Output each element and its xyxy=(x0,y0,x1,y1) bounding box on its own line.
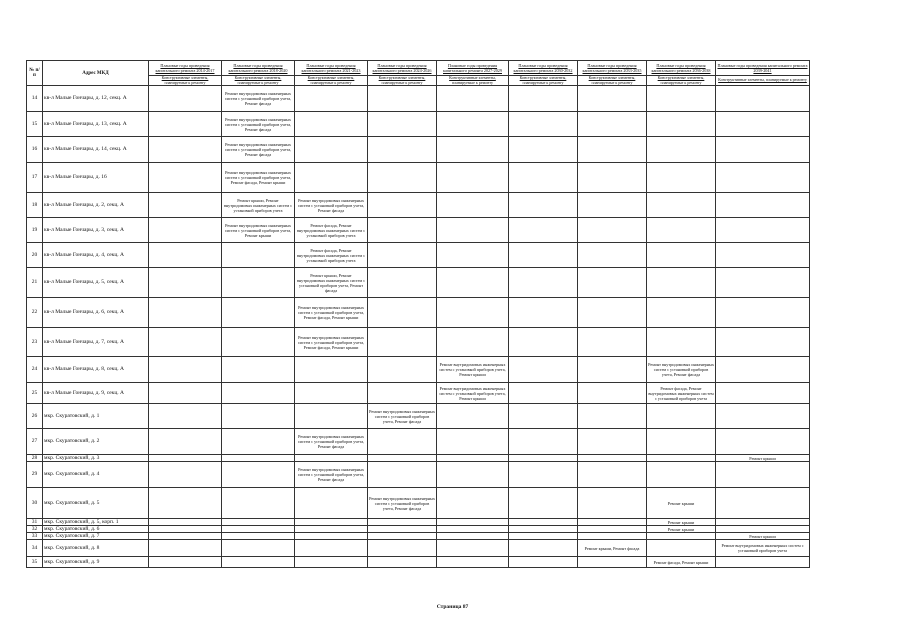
table-row xyxy=(27,526,810,533)
repair-work-cell xyxy=(368,357,437,383)
repair-work-cell xyxy=(716,218,810,243)
repair-work-cell xyxy=(295,86,368,112)
row-address: мкр. Скуратовский, д. 1 xyxy=(43,404,149,429)
repair-work-cell: Ремонт внутридомовых инженерных систем с установкой приборов учета, Ремонт фасада xyxy=(295,429,368,455)
repair-work-cell xyxy=(578,526,647,533)
column-header-period: Плановые годы проведения капитального ремонта 2033-2035 xyxy=(578,61,647,76)
repair-work-cell xyxy=(647,163,716,193)
table-row xyxy=(27,137,810,163)
repair-work-cell: Ремонт внутридомовых инженерных систем с установкой приборов учета, Ремонт фасада xyxy=(647,357,716,383)
repair-work-cell: Ремонт крыши, Ремонт фасада xyxy=(578,540,647,557)
repair-work-cell xyxy=(295,137,368,163)
table-row xyxy=(27,357,810,383)
repair-work-cell xyxy=(149,429,222,455)
repair-work-cell xyxy=(647,328,716,357)
repair-work-cell xyxy=(647,540,716,557)
row-number: 26 xyxy=(27,404,43,429)
repair-work-cell xyxy=(578,112,647,137)
row-number: 20 xyxy=(27,243,43,268)
row-address: мкр. Скуратовский, д. 8 xyxy=(43,540,149,557)
table-row xyxy=(27,218,810,243)
row-number: 16 xyxy=(27,137,43,163)
repair-work-cell xyxy=(295,526,368,533)
row-address: кв-л Малые Гончары, д. 3, секц. А xyxy=(43,218,149,243)
repair-work-cell xyxy=(437,519,509,526)
repair-work-cell xyxy=(437,488,509,519)
column-header-period: Плановые годы проведения капитального ремонта 2027-2029 xyxy=(437,61,509,76)
repair-work-cell xyxy=(222,429,295,455)
repair-work-cell xyxy=(578,429,647,455)
repair-work-cell: Ремонт внутридомовых инженерных систем с установкой приборов учета, Ремонт фасада, Ремонт крыши xyxy=(295,298,368,328)
repair-work-cell xyxy=(437,429,509,455)
table-header xyxy=(27,61,810,86)
repair-work-cell xyxy=(222,455,295,462)
repair-work-cell xyxy=(295,112,368,137)
repair-work-cell xyxy=(509,218,578,243)
repair-work-cell xyxy=(222,268,295,298)
repair-work-cell xyxy=(716,526,810,533)
repair-work-cell xyxy=(149,540,222,557)
column-header-period: Плановые годы проведения капитального ремонта 2014-2017 xyxy=(149,61,222,76)
repair-work-cell xyxy=(368,519,437,526)
repair-work-cell xyxy=(149,193,222,218)
row-address: мкр. Скуратовский, д. 9 xyxy=(43,557,149,568)
column-subheader: Конструктивные элементы, планируемые к ремонту xyxy=(578,76,647,86)
repair-work-cell xyxy=(578,243,647,268)
repair-work-cell xyxy=(578,193,647,218)
capital-repair-table xyxy=(26,60,810,568)
repair-work-cell xyxy=(437,86,509,112)
row-number: 23 xyxy=(27,328,43,357)
row-number: 32 xyxy=(27,526,43,533)
repair-work-cell xyxy=(578,455,647,462)
repair-work-cell xyxy=(437,404,509,429)
repair-work-cell xyxy=(716,357,810,383)
repair-work-cell xyxy=(368,137,437,163)
repair-work-cell xyxy=(716,243,810,268)
repair-work-cell xyxy=(368,557,437,568)
repair-work-cell xyxy=(647,268,716,298)
row-address: кв-л Малые Гончары, д. 5, секц. А xyxy=(43,268,149,298)
repair-work-cell: Ремонт фасада, Ремонт внутридомовых инженерных систем с установкой приборов учета xyxy=(295,218,368,243)
repair-work-cell xyxy=(368,112,437,137)
repair-work-cell xyxy=(716,404,810,429)
repair-work-cell xyxy=(295,455,368,462)
table-body xyxy=(27,86,810,568)
repair-work-cell xyxy=(222,298,295,328)
repair-work-cell xyxy=(716,193,810,218)
repair-work-cell xyxy=(295,404,368,429)
row-address: кв-л Малые Гончары, д. 6, секц. А xyxy=(43,298,149,328)
table-row xyxy=(27,540,810,557)
table-row xyxy=(27,488,810,519)
row-number: 28 xyxy=(27,455,43,462)
repair-work-cell xyxy=(149,163,222,193)
row-address: кв-л Малые Гончары, д. 4, секц. А xyxy=(43,243,149,268)
row-number: 15 xyxy=(27,112,43,137)
row-address: мкр. Скуратовский, д. 6 xyxy=(43,526,149,533)
repair-work-cell xyxy=(437,268,509,298)
column-subheader: Конструктивные элементы, планируемые к ремонту xyxy=(295,76,368,86)
repair-work-cell: Ремонт внутридомовых инженерных систем с установкой приборов учета, Ремонт фасада xyxy=(222,137,295,163)
repair-work-cell xyxy=(149,533,222,540)
repair-work-cell xyxy=(368,533,437,540)
repair-work-cell: Ремонт внутридомовых инженерных систем с установкой приборов учета, Ремонт крыши xyxy=(437,357,509,383)
repair-work-cell xyxy=(647,112,716,137)
repair-work-cell xyxy=(578,557,647,568)
repair-work-cell xyxy=(368,383,437,404)
repair-work-cell: Ремонт внутридомовых инженерных систем с установкой приборов учета, Ремонт фасада xyxy=(222,112,295,137)
repair-work-cell xyxy=(509,533,578,540)
repair-work-cell xyxy=(368,193,437,218)
repair-work-cell xyxy=(368,526,437,533)
repair-work-cell xyxy=(716,462,810,488)
repair-work-cell xyxy=(437,112,509,137)
table-row xyxy=(27,455,810,462)
repair-work-cell xyxy=(368,328,437,357)
repair-work-cell xyxy=(578,218,647,243)
repair-work-cell xyxy=(647,86,716,112)
column-header-period: Плановые годы проведения капитального ремонта 2036-2038 xyxy=(647,61,716,76)
repair-work-cell xyxy=(222,383,295,404)
repair-work-cell xyxy=(222,462,295,488)
row-number: 31 xyxy=(27,519,43,526)
column-subheader: Конструктивные элементы, планируемые к ремонту xyxy=(368,76,437,86)
page-number: Страница 87 xyxy=(436,604,469,610)
row-number: 24 xyxy=(27,357,43,383)
repair-work-cell xyxy=(509,455,578,462)
repair-work-cell xyxy=(647,137,716,163)
repair-work-cell xyxy=(509,163,578,193)
repair-work-cell xyxy=(578,533,647,540)
repair-work-cell xyxy=(509,268,578,298)
row-number: 22 xyxy=(27,298,43,328)
column-header-period: Плановые годы проведения капитального ремонта 2024-2026 xyxy=(368,61,437,76)
repair-work-cell xyxy=(368,429,437,455)
repair-work-cell: Ремонт внутридомовых инженерных систем с установкой приборов учета, Ремонт фасада xyxy=(368,404,437,429)
repair-work-cell xyxy=(295,557,368,568)
repair-work-cell xyxy=(437,462,509,488)
row-number: 29 xyxy=(27,462,43,488)
repair-work-cell xyxy=(222,328,295,357)
repair-work-cell xyxy=(149,357,222,383)
repair-work-cell xyxy=(509,112,578,137)
repair-work-cell xyxy=(437,455,509,462)
row-number: 18 xyxy=(27,193,43,218)
repair-work-cell xyxy=(716,383,810,404)
repair-work-cell xyxy=(716,519,810,526)
repair-work-cell xyxy=(509,298,578,328)
repair-work-cell xyxy=(222,519,295,526)
repair-work-cell xyxy=(149,404,222,429)
repair-work-cell xyxy=(437,328,509,357)
table-row xyxy=(27,112,810,137)
repair-work-cell xyxy=(149,557,222,568)
repair-work-cell xyxy=(647,298,716,328)
document-page xyxy=(26,60,809,568)
repair-work-cell xyxy=(149,488,222,519)
column-subheader: Конструктивные элементы, планируемые к ремонту xyxy=(716,76,810,86)
repair-work-cell xyxy=(716,137,810,163)
table-row xyxy=(27,533,810,540)
repair-work-cell xyxy=(716,429,810,455)
repair-work-cell xyxy=(295,357,368,383)
repair-work-cell xyxy=(368,243,437,268)
table-row xyxy=(27,268,810,298)
repair-work-cell xyxy=(578,86,647,112)
row-number: 27 xyxy=(27,429,43,455)
table-row xyxy=(27,519,810,526)
repair-work-cell xyxy=(368,462,437,488)
repair-work-cell xyxy=(509,328,578,357)
row-address: кв-л Малые Гончары, д. 13, секц. А xyxy=(43,112,149,137)
repair-work-cell xyxy=(368,218,437,243)
column-subheader: Конструктивные элементы, планируемые к ремонту xyxy=(222,76,295,86)
repair-work-cell xyxy=(149,462,222,488)
column-header-period: Плановые годы проведения капитального ремонта 2018-2020 xyxy=(222,61,295,76)
repair-work-cell xyxy=(437,163,509,193)
row-number: 30 xyxy=(27,488,43,519)
repair-work-cell xyxy=(509,540,578,557)
repair-work-cell xyxy=(437,218,509,243)
row-address: кв-л Малые Гончары, д. 8, секц. А xyxy=(43,357,149,383)
repair-work-cell xyxy=(647,243,716,268)
repair-work-cell xyxy=(295,540,368,557)
repair-work-cell xyxy=(149,519,222,526)
repair-work-cell xyxy=(149,218,222,243)
repair-work-cell xyxy=(647,462,716,488)
repair-work-cell xyxy=(222,357,295,383)
repair-work-cell: Ремонт фасада, Ремонт крыши xyxy=(647,557,716,568)
repair-work-cell xyxy=(647,193,716,218)
repair-work-cell: Ремонт внутридомовых инженерных систем с установкой приборов учета, Ремонт крыши xyxy=(222,218,295,243)
repair-work-cell xyxy=(437,540,509,557)
repair-work-cell xyxy=(509,526,578,533)
repair-work-cell xyxy=(437,533,509,540)
repair-work-cell xyxy=(716,298,810,328)
row-address: мкр. Скуратовский, д. 3 xyxy=(43,455,149,462)
repair-work-cell xyxy=(716,86,810,112)
repair-work-cell xyxy=(509,404,578,429)
repair-work-cell: Ремонт внутридомовых инженерных систем с установкой приборов учета xyxy=(716,540,810,557)
row-address: кв-л Малые Гончары, д. 14, секц. А xyxy=(43,137,149,163)
repair-work-cell xyxy=(578,519,647,526)
table-row xyxy=(27,557,810,568)
repair-work-cell xyxy=(149,112,222,137)
repair-work-cell xyxy=(578,298,647,328)
column-subheader: Конструктивные элементы, планируемые к ремонту xyxy=(647,76,716,86)
repair-work-cell xyxy=(437,526,509,533)
row-address: мкр. Скуратовский, д. 5, корп. 1 xyxy=(43,519,149,526)
repair-work-cell xyxy=(222,540,295,557)
repair-work-cell xyxy=(222,526,295,533)
row-number: 33 xyxy=(27,533,43,540)
repair-work-cell xyxy=(368,298,437,328)
repair-work-cell xyxy=(509,383,578,404)
repair-work-cell xyxy=(647,455,716,462)
row-address: кв-л Малые Гончары, д. 16 xyxy=(43,163,149,193)
repair-work-cell xyxy=(578,163,647,193)
repair-work-cell xyxy=(647,218,716,243)
repair-work-cell xyxy=(716,557,810,568)
column-subheader: Конструктивные элементы, планируемые к ремонту xyxy=(509,76,578,86)
repair-work-cell xyxy=(222,488,295,519)
row-number: 25 xyxy=(27,383,43,404)
repair-work-cell xyxy=(578,357,647,383)
repair-work-cell: Ремонт внутридомовых инженерных систем с установкой приборов учета, Ремонт фасада xyxy=(295,193,368,218)
repair-work-cell xyxy=(578,404,647,429)
repair-work-cell xyxy=(509,193,578,218)
repair-work-cell xyxy=(437,193,509,218)
repair-work-cell xyxy=(149,455,222,462)
repair-work-cell xyxy=(509,462,578,488)
table-row xyxy=(27,404,810,429)
repair-work-cell xyxy=(509,86,578,112)
repair-work-cell: Ремонт внутридомовых инженерных систем с установкой приборов учета, Ремонт фасада xyxy=(222,86,295,112)
repair-work-cell xyxy=(437,137,509,163)
row-number: 14 xyxy=(27,86,43,112)
repair-work-cell xyxy=(149,86,222,112)
table-row xyxy=(27,163,810,193)
row-number: 34 xyxy=(27,540,43,557)
repair-work-cell xyxy=(509,357,578,383)
table-row xyxy=(27,193,810,218)
row-address: мкр. Скуратовский, д. 7 xyxy=(43,533,149,540)
table-row xyxy=(27,86,810,112)
repair-work-cell xyxy=(716,163,810,193)
repair-work-cell xyxy=(716,268,810,298)
column-subheader: Конструктивные элементы, планируемые к ремонту xyxy=(437,76,509,86)
repair-work-cell xyxy=(578,268,647,298)
repair-work-cell xyxy=(149,526,222,533)
repair-work-cell xyxy=(295,519,368,526)
repair-work-cell: Ремонт крыши, Ремонт внутридомовых инженерных систем с установкой приборов учета xyxy=(222,193,295,218)
repair-work-cell: Ремонт крыши xyxy=(647,519,716,526)
repair-work-cell xyxy=(509,557,578,568)
repair-work-cell xyxy=(509,243,578,268)
repair-work-cell: Ремонт внутридомовых инженерных систем с установкой приборов учета, Ремонт крыши xyxy=(437,383,509,404)
repair-work-cell xyxy=(149,268,222,298)
repair-work-cell xyxy=(149,243,222,268)
repair-work-cell xyxy=(149,137,222,163)
repair-work-cell xyxy=(222,557,295,568)
repair-work-cell xyxy=(368,540,437,557)
repair-work-cell: Ремонт крыши xyxy=(647,488,716,519)
column-header-period: Плановые годы проведения капитального ремонта 2039-2041 xyxy=(716,61,810,76)
repair-work-cell xyxy=(368,268,437,298)
repair-work-cell xyxy=(509,429,578,455)
repair-work-cell xyxy=(437,243,509,268)
row-address: кв-л Малые Гончары, д. 2, секц. А xyxy=(43,193,149,218)
repair-work-cell xyxy=(578,488,647,519)
column-header-period: Плановые годы проведения капитального ремонта 2030-2032 xyxy=(509,61,578,76)
repair-work-cell xyxy=(437,298,509,328)
repair-work-cell xyxy=(647,404,716,429)
repair-work-cell: Ремонт крыши xyxy=(716,533,810,540)
repair-work-cell xyxy=(716,328,810,357)
repair-work-cell: Ремонт крыши xyxy=(716,455,810,462)
repair-work-cell: Ремонт крыши, Ремонт внутридомовых инженерных систем с установкой приборов учета, Ремонт фасада xyxy=(295,268,368,298)
repair-work-cell xyxy=(578,137,647,163)
repair-work-cell xyxy=(149,298,222,328)
row-number: 17 xyxy=(27,163,43,193)
repair-work-cell xyxy=(368,86,437,112)
table-row xyxy=(27,462,810,488)
repair-work-cell xyxy=(149,328,222,357)
repair-work-cell xyxy=(509,519,578,526)
repair-work-cell: Ремонт фасада, Ремонт внутридомовых инженерных систем с установкой приборов учета xyxy=(647,383,716,404)
row-number: 35 xyxy=(27,557,43,568)
repair-work-cell xyxy=(295,163,368,193)
repair-work-cell: Ремонт внутридомовых инженерных систем с установкой приборов учета, Ремонт фасада, Ремонт крыши xyxy=(295,328,368,357)
row-address: мкр. Скуратовский, д. 2 xyxy=(43,429,149,455)
repair-work-cell xyxy=(222,243,295,268)
repair-work-cell xyxy=(295,383,368,404)
repair-work-cell xyxy=(368,163,437,193)
row-address: мкр. Скуратовский, д. 4 xyxy=(43,462,149,488)
row-number: 21 xyxy=(27,268,43,298)
repair-work-cell xyxy=(222,404,295,429)
repair-work-cell xyxy=(222,533,295,540)
table-row xyxy=(27,328,810,357)
repair-work-cell xyxy=(647,429,716,455)
repair-work-cell: Ремонт крыши xyxy=(647,526,716,533)
repair-work-cell: Ремонт внутридомовых инженерных систем с установкой приборов учета, Ремонт фасада xyxy=(295,462,368,488)
table-row xyxy=(27,243,810,268)
repair-work-cell xyxy=(509,488,578,519)
repair-work-cell xyxy=(578,462,647,488)
repair-work-cell: Ремонт фасада, Ремонт внутридомовых инженерных систем с установкой приборов учета xyxy=(295,243,368,268)
repair-work-cell: Ремонт внутридомовых инженерных систем с установкой приборов учета, Ремонт фасада, Ремонт крыши xyxy=(222,163,295,193)
repair-work-cell xyxy=(716,112,810,137)
repair-work-cell xyxy=(437,557,509,568)
row-address: кв-л Малые Гончары, д. 9, секц. А xyxy=(43,383,149,404)
repair-work-cell: Ремонт внутридомовых инженерных систем с установкой приборов учета, Ремонт фасада xyxy=(368,488,437,519)
repair-work-cell xyxy=(578,383,647,404)
table-row xyxy=(27,429,810,455)
row-address: мкр. Скуратовский, д. 5 xyxy=(43,488,149,519)
repair-work-cell xyxy=(509,137,578,163)
row-number: 19 xyxy=(27,218,43,243)
repair-work-cell xyxy=(295,488,368,519)
repair-work-cell xyxy=(149,383,222,404)
column-header-number: № п/п xyxy=(27,61,43,86)
row-address: кв-л Малые Гончары, д. 12, секц. А xyxy=(43,86,149,112)
column-header-period: Плановые годы проведения капитального ремонта 2021-2023 xyxy=(295,61,368,76)
repair-work-cell xyxy=(368,455,437,462)
table-row xyxy=(27,298,810,328)
column-subheader: Конструктивные элементы, планируемые к ремонту xyxy=(149,76,222,86)
table-row xyxy=(27,383,810,404)
column-header-address: Адрес МКД xyxy=(43,61,149,86)
repair-work-cell xyxy=(295,533,368,540)
repair-work-cell xyxy=(716,488,810,519)
repair-work-cell xyxy=(578,328,647,357)
row-address: кв-л Малые Гончары, д. 7, секц. А xyxy=(43,328,149,357)
repair-work-cell xyxy=(647,533,716,540)
